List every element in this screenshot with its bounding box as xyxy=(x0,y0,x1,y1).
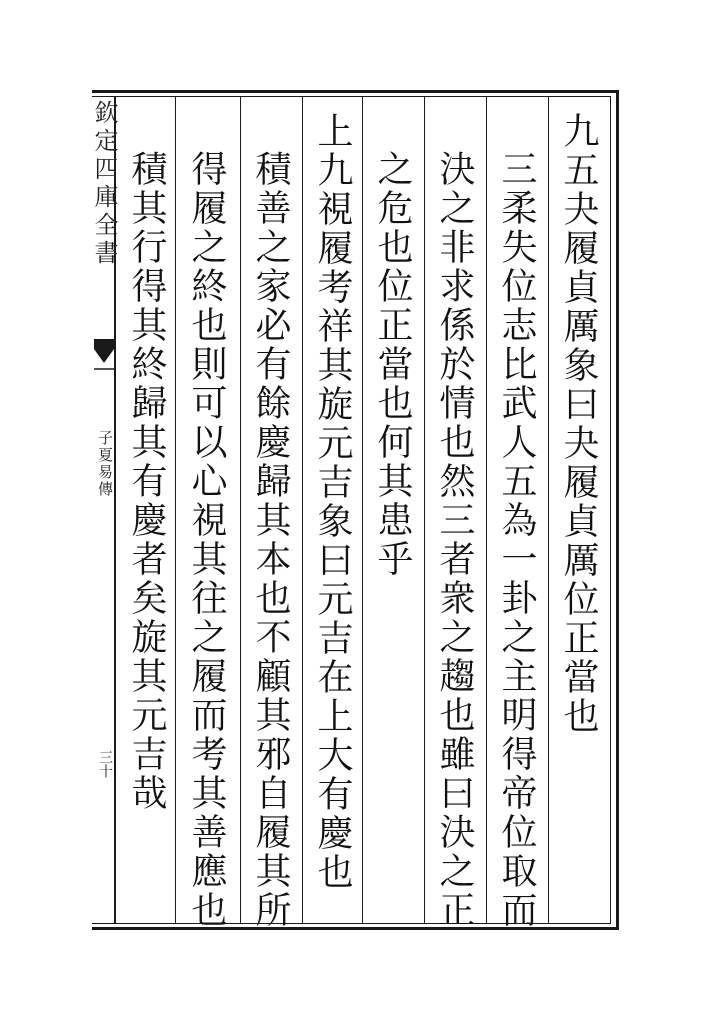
book-title: 子夏易傳 xyxy=(96,430,114,498)
text-column-1: 九五夬履貞厲象曰夬履貞厲位正當也 xyxy=(558,112,599,736)
text-column-3: 決之非求係於情也然三者衆之趨也雖曰決之正 xyxy=(434,150,475,930)
column-divider xyxy=(302,96,303,924)
text-column-6: 積善之家必有餘慶歸其本也不顧其邪自履其所 xyxy=(250,150,291,930)
column-divider xyxy=(362,96,363,924)
column-divider xyxy=(175,96,176,924)
page-number: 三十 xyxy=(97,750,113,778)
column-divider xyxy=(240,96,241,924)
column-divider xyxy=(486,96,487,924)
text-column-8: 積其行得其終歸其有慶者矣旋其元吉哉 xyxy=(126,150,167,813)
text-column-5: 上九視履考祥其旋元吉象曰元吉在上大有慶也 xyxy=(312,112,353,892)
text-column-4: 之危也位正當也何其患乎 xyxy=(372,150,413,579)
fishtail-mark-icon xyxy=(92,335,116,375)
text-column-7: 得履之終也則可以心視其往之履而考其善應也 xyxy=(186,150,227,930)
text-column-2: 三柔失位志比武人五為一卦之主明得帝位取而 xyxy=(496,150,537,930)
column-divider xyxy=(424,96,425,924)
collection-title: 欽定四庫全書 xyxy=(90,100,118,268)
column-divider xyxy=(548,96,549,924)
